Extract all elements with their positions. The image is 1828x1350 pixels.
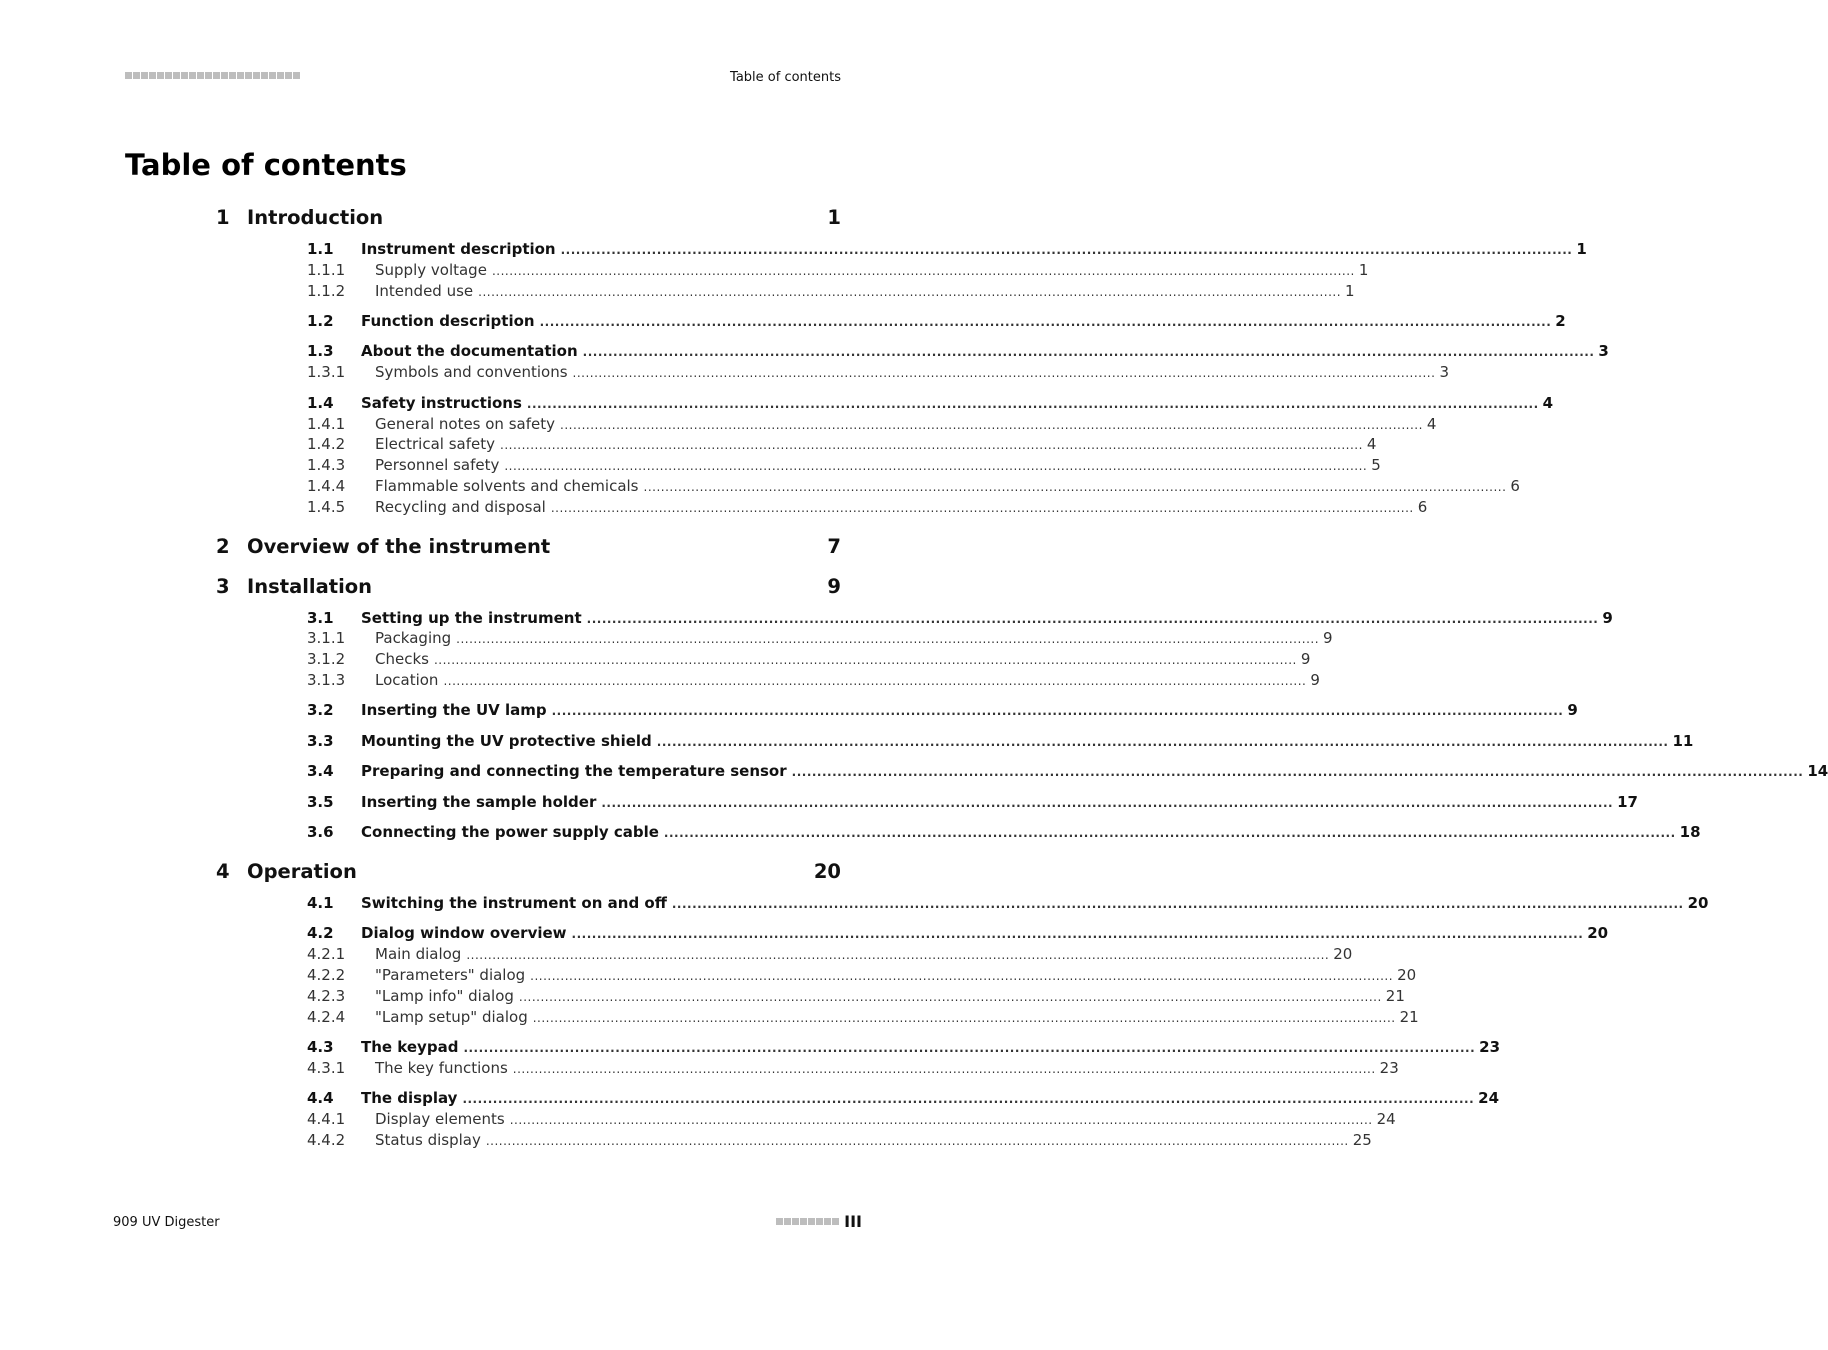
- entry-page: 3: [1439, 363, 1449, 381]
- leader-dots: ........................................................................................................................................................................................................: [500, 438, 1363, 452]
- entry-page: 14: [1807, 762, 1828, 780]
- entry-page: 18: [1679, 823, 1701, 841]
- chapter-page: 7: [827, 535, 841, 558]
- entry-number: 1.4.4: [307, 477, 346, 495]
- entry-title: "Lamp info" dialog: [375, 987, 514, 1005]
- leader-dots: ........................................................................................................................................................................................................: [485, 1134, 1349, 1148]
- entry-title: Mounting the UV protective shield: [361, 732, 652, 750]
- entry-page: 25: [1352, 1131, 1372, 1149]
- entry-page: 17: [1617, 793, 1638, 811]
- entry-number: 3.1.3: [307, 671, 346, 689]
- chapter-page: 20: [813, 860, 841, 883]
- toc-entry-1-3[interactable]: [307, 342, 1609, 362]
- entry-page: 1: [1576, 240, 1587, 258]
- entry-page: 4: [1542, 394, 1554, 412]
- leader-dots: ........................................................................................................................................................................................................: [463, 1041, 1476, 1055]
- leader-dots: ........................................................................................................................................................................................................: [478, 285, 1342, 299]
- chapter-title: Overview of the instrument: [247, 535, 551, 558]
- toc-entry-3-1-3[interactable]: [307, 671, 1320, 691]
- entry-page: 9: [1310, 671, 1320, 689]
- entry-title: About the documentation: [361, 342, 578, 360]
- entry-title: Preparing and connecting the temperature sensor: [361, 762, 787, 780]
- toc-entry-4-4[interactable]: [307, 1089, 1500, 1109]
- chapter-page: 9: [827, 575, 841, 598]
- leader-dots: ........................................................................................................................................................................................................: [671, 897, 1684, 911]
- entry-title: Packaging: [375, 629, 452, 647]
- toc-chapter-2[interactable]: [216, 535, 841, 561]
- leader-dots: ........................................................................................................................................................................................................: [643, 480, 1507, 494]
- toc-entry-3-1-2[interactable]: [307, 650, 1311, 670]
- entry-title: Personnel safety: [375, 456, 500, 474]
- toc-entry-3-6[interactable]: [307, 823, 1701, 843]
- chapter-page: 1: [827, 206, 841, 229]
- entry-number: 3.6: [307, 823, 334, 841]
- entry-title: Safety instructions: [361, 394, 522, 412]
- entry-title: Intended use: [375, 282, 474, 300]
- footer-decoration: [776, 1218, 839, 1225]
- leader-dots: ........................................................................................................................................................................................................: [462, 1092, 1475, 1106]
- entry-title: "Parameters" dialog: [375, 966, 526, 984]
- leader-dots: ........................................................................................................................................................................................................: [656, 735, 1669, 749]
- toc-entry-1-1-1[interactable]: [307, 261, 1369, 281]
- chapter-title: Introduction: [247, 206, 384, 229]
- leader-dots: ........................................................................................................................................................................................................: [663, 826, 1676, 840]
- entry-number: 1.4.5: [307, 498, 346, 516]
- entry-title: Location: [375, 671, 439, 689]
- entry-page: 21: [1385, 987, 1405, 1005]
- entry-title: The keypad: [361, 1038, 459, 1056]
- entry-page: 11: [1672, 732, 1694, 750]
- entry-number: 3.1: [307, 609, 334, 627]
- entry-page: 20: [1397, 966, 1417, 984]
- entry-title: Instrument description: [361, 240, 556, 258]
- page-title: Table of contents: [125, 148, 407, 182]
- leader-dots: ........................................................................................................................................................................................................: [512, 1062, 1376, 1076]
- leader-dots: ........................................................................................................................................................................................................: [571, 927, 1584, 941]
- entry-page: 6: [1510, 477, 1520, 495]
- chapter-number: 3: [216, 575, 230, 598]
- entry-title: Checks: [375, 650, 429, 668]
- entry-number: 1.1.1: [307, 261, 346, 279]
- entry-page: 1: [1358, 261, 1369, 279]
- toc-entry-4-2-1[interactable]: [307, 945, 1353, 965]
- leader-dots: ........................................................................................................................................................................................................: [518, 990, 1382, 1004]
- toc-entry-4-2-4[interactable]: [307, 1008, 1419, 1028]
- entry-page: 1: [1345, 282, 1355, 300]
- leader-dots: ........................................................................................................................................................................................................: [539, 315, 1552, 329]
- toc-entry-4-1[interactable]: [307, 894, 1709, 914]
- entry-page: 9: [1567, 701, 1578, 719]
- entry-page: 20: [1333, 945, 1353, 963]
- entry-number: 4.2.2: [307, 966, 346, 984]
- toc-entry-4-2[interactable]: [307, 924, 1609, 944]
- entry-title: Inserting the sample holder: [361, 793, 597, 811]
- entry-number: 3.3: [307, 732, 334, 750]
- entry-page: 4: [1426, 415, 1437, 433]
- entry-page: 6: [1417, 498, 1428, 516]
- entry-page: 21: [1399, 1008, 1419, 1026]
- entry-title: Display elements: [375, 1110, 505, 1128]
- entry-number: 3.1.2: [307, 650, 346, 668]
- leader-dots: ........................................................................................................................................................................................................: [504, 459, 1368, 473]
- leader-dots: ........................................................................................................................................................................................................: [572, 366, 1436, 380]
- leader-dots: ........................................................................................................................................................................................................: [433, 653, 1297, 667]
- entry-title: The display: [361, 1089, 458, 1107]
- toc-entry-3-2[interactable]: [307, 701, 1578, 721]
- chapter-title: Installation: [247, 575, 373, 598]
- entry-title: General notes on safety: [375, 415, 555, 433]
- toc-entry-1-4-2[interactable]: [307, 435, 1377, 455]
- header-decoration: [125, 72, 300, 79]
- entry-number: 1.4: [307, 394, 334, 412]
- leader-dots: ........................................................................................................................................................................................................: [443, 674, 1307, 688]
- entry-title: Symbols and conventions: [375, 363, 568, 381]
- entry-title: Dialog window overview: [361, 924, 567, 942]
- leader-dots: ........................................................................................................................................................................................................: [456, 632, 1320, 646]
- toc-entry-4-4-1[interactable]: [307, 1110, 1396, 1130]
- entry-number: 1.2: [307, 312, 334, 330]
- entry-number: 4.4.2: [307, 1131, 346, 1149]
- leader-dots: ........................................................................................................................................................................................................: [466, 948, 1330, 962]
- toc-entry-1-4-4[interactable]: [307, 477, 1520, 497]
- entry-title: Recycling and disposal: [375, 498, 546, 516]
- entry-number: 1.3: [307, 342, 334, 360]
- entry-title: The key functions: [375, 1059, 508, 1077]
- toc-chapter-3[interactable]: [216, 575, 841, 601]
- entry-number: 4.2: [307, 924, 334, 942]
- toc-entry-1-4-1[interactable]: [307, 415, 1437, 435]
- entry-number: 3.4: [307, 762, 334, 780]
- entry-number: 1.1: [307, 240, 334, 258]
- leader-dots: ........................................................................................................................................................................................................: [550, 501, 1414, 515]
- entry-number: 1.1.2: [307, 282, 346, 300]
- entry-page: 23: [1479, 1038, 1501, 1056]
- entry-title: Supply voltage: [375, 261, 487, 279]
- entry-number: 1.4.3: [307, 456, 346, 474]
- leader-dots: ........................................................................................................................................................................................................: [491, 264, 1355, 278]
- leader-dots: ........................................................................................................................................................................................................: [532, 1011, 1396, 1025]
- entry-number: 4.2.1: [307, 945, 346, 963]
- toc-entry-3-3[interactable]: [307, 732, 1694, 752]
- entry-page: 20: [1687, 894, 1709, 912]
- leader-dots: ........................................................................................................................................................................................................: [601, 796, 1614, 810]
- leader-dots: ........................................................................................................................................................................................................: [526, 397, 1539, 411]
- toc-entry-1-4[interactable]: [307, 394, 1554, 414]
- entry-number: 4.2.4: [307, 1008, 346, 1026]
- entry-page: 9: [1300, 650, 1311, 668]
- chapter-number: 4: [216, 860, 230, 883]
- toc-entry-1-1[interactable]: [307, 240, 1587, 260]
- entry-number: 3.5: [307, 793, 334, 811]
- entry-number: 1.4.2: [307, 435, 346, 453]
- toc-entry-3-1-1[interactable]: [307, 629, 1333, 649]
- entry-title: Main dialog: [375, 945, 462, 963]
- toc-entry-4-2-2[interactable]: [307, 966, 1417, 986]
- toc-entry-1-4-3[interactable]: [307, 456, 1381, 476]
- entry-number: 3.2: [307, 701, 334, 719]
- toc-entry-1-1-2[interactable]: [307, 282, 1355, 302]
- footer-product-name: 909 UV Digester: [113, 1215, 220, 1230]
- toc-entry-4-3[interactable]: [307, 1038, 1501, 1058]
- entry-page: 4: [1366, 435, 1377, 453]
- entry-page: 24: [1478, 1089, 1500, 1107]
- entry-page: 23: [1379, 1059, 1399, 1077]
- leader-dots: ........................................................................................................................................................................................................: [530, 969, 1394, 983]
- entry-number: 3.1.1: [307, 629, 346, 647]
- entry-title: Flammable solvents and chemicals: [375, 477, 639, 495]
- leader-dots: ........................................................................................................................................................................................................: [551, 704, 1564, 718]
- entry-title: Status display: [375, 1131, 481, 1149]
- toc-chapter-1[interactable]: [216, 206, 841, 232]
- leader-dots: ........................................................................................................................................................................................................: [509, 1113, 1373, 1127]
- toc-entry-1-4-5[interactable]: [307, 498, 1428, 518]
- entry-page: 9: [1602, 609, 1613, 627]
- leader-dots: ........................................................................................................................................................................................................: [586, 612, 1599, 626]
- entry-number: 4.2.3: [307, 987, 346, 1005]
- toc-chapter-4[interactable]: [216, 860, 841, 886]
- entry-number: 4.4.1: [307, 1110, 346, 1128]
- entry-title: Switching the instrument on and off: [361, 894, 667, 912]
- entry-number: 1.4.1: [307, 415, 346, 433]
- entry-page: 2: [1555, 312, 1566, 330]
- entry-title: Setting up the instrument: [361, 609, 582, 627]
- entry-number: 4.3.1: [307, 1059, 346, 1077]
- entry-page: 24: [1376, 1110, 1396, 1128]
- leader-dots: ........................................................................................................................................................................................................: [560, 418, 1423, 432]
- toc-entry-4-2-3[interactable]: [307, 987, 1405, 1007]
- entry-page: 20: [1587, 924, 1609, 942]
- entry-title: Connecting the power supply cable: [361, 823, 659, 841]
- toc-entry-3-1[interactable]: [307, 609, 1613, 629]
- chapter-number: 2: [216, 535, 230, 558]
- entry-number: 4.3: [307, 1038, 334, 1056]
- entry-number: 4.1: [307, 894, 334, 912]
- toc-entry-4-3-1[interactable]: [307, 1059, 1399, 1079]
- toc-entry-3-5[interactable]: [307, 793, 1638, 813]
- running-header-title: Table of contents: [730, 70, 841, 85]
- entry-title: Electrical safety: [375, 435, 495, 453]
- entry-page: 5: [1371, 456, 1381, 474]
- entry-title: Function description: [361, 312, 535, 330]
- entry-number: 4.4: [307, 1089, 334, 1107]
- entry-number: 1.3.1: [307, 363, 346, 381]
- toc-entry-4-4-2[interactable]: [307, 1131, 1372, 1151]
- chapter-title: Operation: [247, 860, 357, 883]
- footer-page-number: III: [844, 1212, 862, 1231]
- entry-title: "Lamp setup" dialog: [375, 1008, 528, 1026]
- toc-entry-3-4[interactable]: [307, 762, 1828, 782]
- entry-title: Inserting the UV lamp: [361, 701, 547, 719]
- toc-entry-1-2[interactable]: [307, 312, 1566, 332]
- leader-dots: ........................................................................................................................................................................................................: [582, 345, 1595, 359]
- chapter-number: 1: [216, 206, 230, 229]
- leader-dots: ........................................................................................................................................................................................................: [560, 243, 1573, 257]
- entry-page: 9: [1323, 629, 1333, 647]
- toc-entry-1-3-1[interactable]: [307, 363, 1449, 383]
- leader-dots: ........................................................................................................................................................................................................: [791, 765, 1804, 779]
- entry-page: 3: [1598, 342, 1609, 360]
